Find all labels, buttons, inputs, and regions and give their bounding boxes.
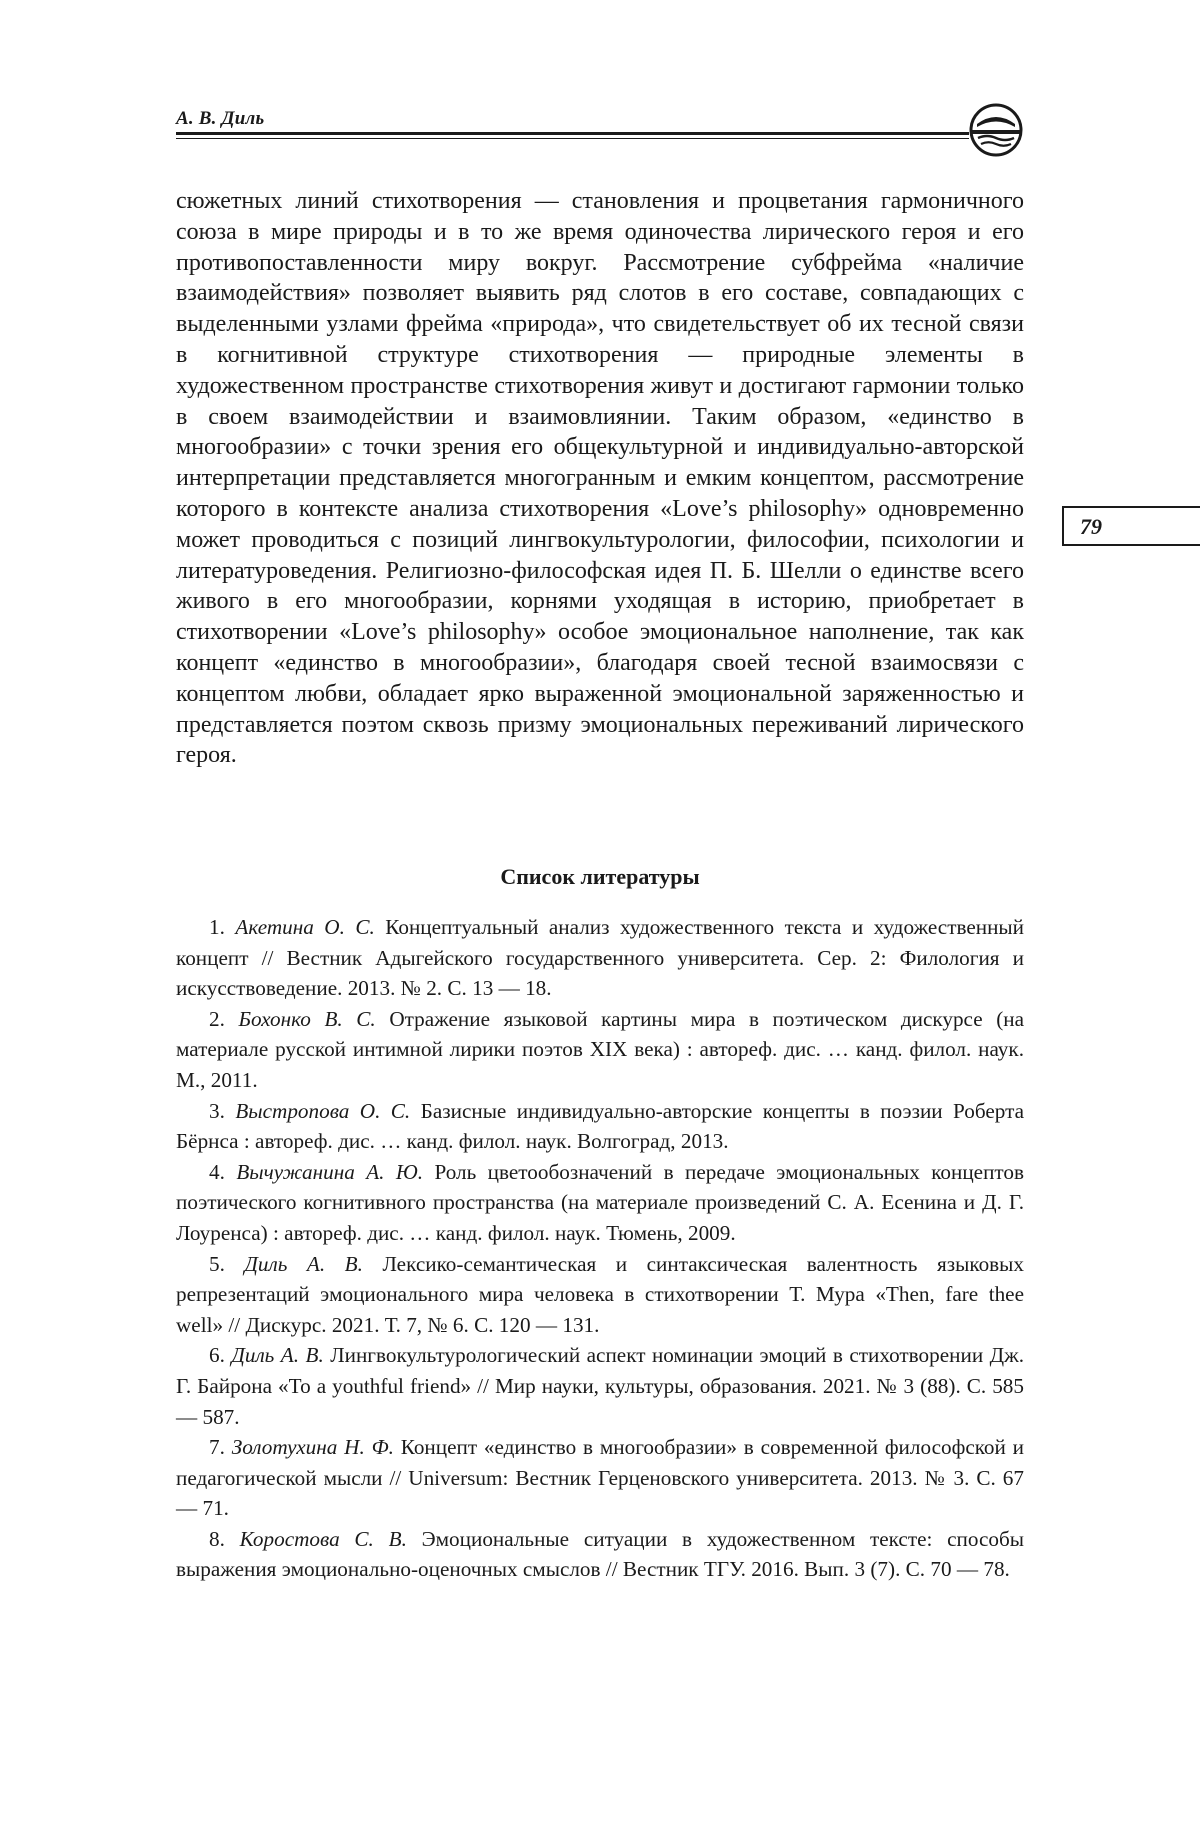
reference-item (176, 1340, 1024, 1432)
reference-item (176, 1157, 1024, 1249)
reference-author: Выстропова О. С. (235, 1098, 411, 1123)
page-number-box (1062, 506, 1200, 546)
reference-number: 7. (209, 1435, 225, 1460)
main-paragraph: сюжетных линий стихотворения — становления и процветания гармоничного союза в мире природы и в то же время одиночества лирического героя и его противопоставленности миру вокруг. Рассмотрение субфрейма «наличие взаимодействия» позволяет выявить ряд слотов в его составе, совпадающих с выделенными узлами фрейма «природа», что свидетельствует об их тесной связи в когнитивной структуре стихотворения — природные элементы в художественном пространстве стихотворения живут и достигают гармонии только в своем взаимодействии и взаимовлиянии. Таким образом, «единство в многообразии» с точки зрения его общекультурной и индивидуально-авторской интерпретации представляется многогранным и емким концептом, рассмотрение которого в контексте анализа стихотворения «Love’s philosophy» одновременно может проводиться с позиций лингвокультурологии, философии, психологии и литературоведения. Религиозно-философская идея П. Б. Шелли о единстве всего живого в его многообразии, корнями уходящая в историю, приобретает в стихотворении «Love’s philosophy» особое эмоциональное наполнение, так как концепт «единство в многообразии», благодаря своей тесной взаимосвязи с концептом любви, обладает ярко выраженной эмоциональной заряженностью и представляется поэтом сквозь призму эмоциональных переживаний лирического героя. (176, 188, 1024, 769)
reference-author: Диль А. В. (231, 1343, 324, 1368)
reference-author: Диль А. В. (244, 1251, 363, 1276)
reference-text: Концептуальный анализ художественного текста и художественный концепт // Вестник Адыгейского государственного университета. Сер. 2: Филология и искусствоведение. 2013. № 2. С. 13 — 18. (176, 915, 1025, 1001)
reference-text: Эмоциональные ситуации в художественном тексте: способы выражения эмоционально-оценочных смыслов // Вестник ТГУ. 2016. Вып. 3 (7). С. 70 — 78. (176, 1526, 1025, 1582)
reference-item (176, 1249, 1024, 1341)
reference-author: Золотухина Н. Ф. (231, 1435, 394, 1460)
reference-text: Роль цветообозначений в передаче эмоциональных концептов поэтического когнитивного пространства (на материале произведений С. А. Есенина и Д. Г. Лоуренса) : автореф. дис. … канд. филол. наук. Тюмень, 2009. (176, 1159, 1025, 1245)
journal-logo-icon (968, 102, 1024, 158)
reference-author: Коростова С. В. (239, 1526, 407, 1551)
reference-number: 6. (209, 1343, 225, 1368)
reference-text: Лексико-семантическая и синтаксическая валентность языковых репрезентаций эмоционального мира человека в стихотворении Т. Мура «Then, fare thee well» // Дискурс. 2021. Т. 7, № 6. С. 120 — 131. (176, 1251, 1024, 1337)
reference-item (176, 912, 1024, 1004)
reference-item (176, 1096, 1024, 1157)
reference-number: 1. (209, 915, 225, 939)
reference-number: 5. (209, 1251, 225, 1276)
reference-text: Концепт «единство в многообразии» в современной философской и педагогической мысли // Universum: Вестник Герценовского университета. 2013. № 3. С. 67 — 71. (176, 1435, 1025, 1521)
reference-item (176, 1432, 1024, 1524)
header-rule-thin (176, 138, 969, 139)
reference-item (176, 1524, 1024, 1585)
reference-author: Вычужанина А. Ю. (236, 1159, 424, 1184)
reference-number: 8. (209, 1526, 225, 1551)
reference-author: Акетина О. С. (235, 915, 375, 939)
page-number: 79 (1080, 514, 1102, 539)
reference-text: Отражение языковой картины мира в поэтическом дискурсе (на материале русской интимной лирики поэтов XIX века) : автореф. дис. … канд. филол. наук. М., 2011. (176, 1006, 1025, 1092)
reference-text: Лингвокультурологический аспект номинации эмоций в стихотворении Дж. Г. Байрона «To a youthful friend» // Мир науки, культуры, образования. 2021. № 3 (88). С. 585 — 587. (176, 1343, 1025, 1429)
reference-number: 4. (209, 1159, 225, 1184)
page-header (176, 100, 1024, 150)
running-head-author: А. В. Диль (176, 108, 265, 129)
reference-item (176, 1004, 1024, 1096)
header-rule-thick (176, 132, 969, 135)
reference-number: 2. (209, 1006, 225, 1031)
reference-number: 3. (209, 1098, 225, 1123)
reference-author: Бохонко В. С. (238, 1006, 376, 1031)
references-list (176, 912, 1024, 1585)
references-title: Список литературы (500, 864, 700, 889)
reference-text: Базисные индивидуально-авторские концепты в поэзии Роберта Бёрнса : автореф. дис. … канд. филол. наук. Волгоград, 2013. (176, 1098, 1025, 1154)
